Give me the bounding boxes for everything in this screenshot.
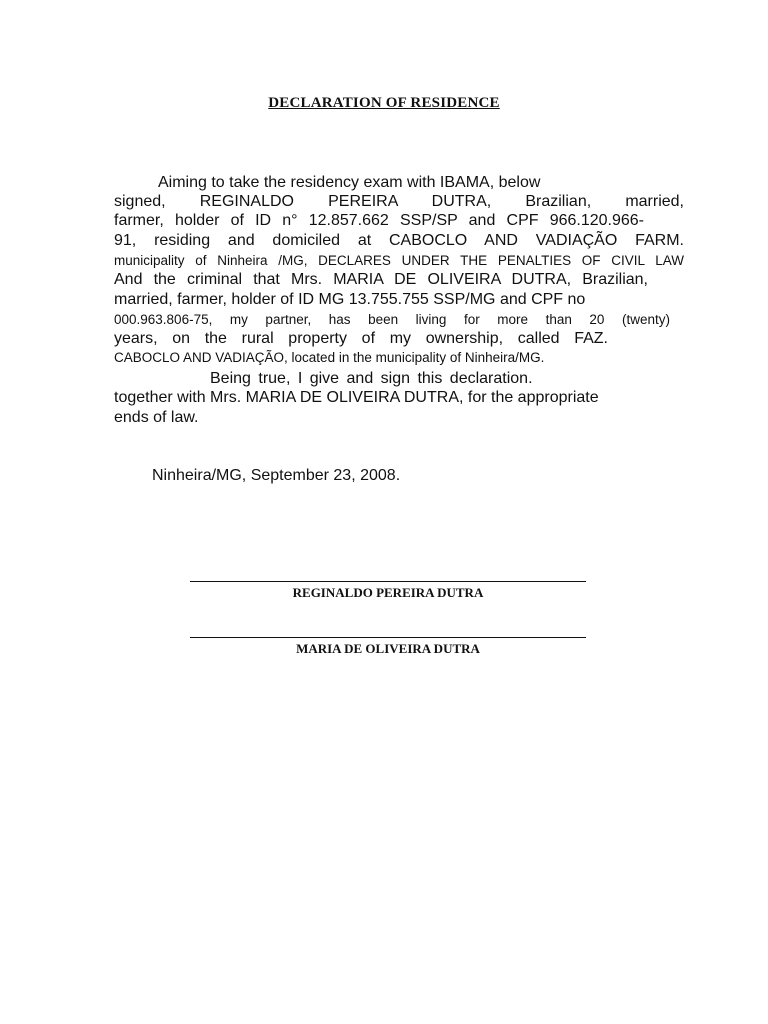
body-line-11: Being true, I give and sign this declaration. [210,370,533,387]
body-line-3: farmer, holder of ID n° 12.857.662 SSP/SP and CPF 966.120.966- [114,212,644,229]
body-line-5: municipality of Ninheira /MG, DECLARES UNDER THE PENALTIES OF CIVIL LAW [114,253,684,268]
date-line: Ninheira/MG, September 23, 2008. [152,467,401,484]
document-title: DECLARATION OF RESIDENCE [268,95,500,111]
signature-line-2 [190,637,586,638]
body-line-8: 000.963.806-75, my partner, has been living for more than 20 (twenty) [114,312,670,327]
body-line-6: And the criminal that Mrs. MARIA DE OLIVEIRA DUTRA, Brazilian, [114,271,648,288]
signatory-name-1: REGINALDO PEREIRA DUTRA [292,585,484,600]
body-line-10: CABOCLO AND VADIAÇÃO, located in the municipality of Ninheira/MG. [114,350,545,365]
body-line-4: 91, residing and domiciled at CABOCLO AND VADIAÇÃO FARM. [114,232,684,249]
signatory-name-2: MARIA DE OLIVEIRA DUTRA [296,641,480,656]
body-line-9: years, on the rural property of my ownership, called FAZ. [114,330,608,347]
body-line-12: together with Mrs. MARIA DE OLIVEIRA DUTRA, for the appropriate [114,389,599,406]
signature-line-1 [190,581,586,582]
body-line-1: Aiming to take the residency exam with IBAMA, below [158,174,541,191]
body-line-13: ends of law. [114,409,199,426]
body-line-7: married, farmer, holder of ID MG 13.755.755 SSP/MG and CPF no [114,291,586,308]
body-line-2: signed, REGINALDO PEREIRA DUTRA, Brazilian, married, [114,193,684,210]
